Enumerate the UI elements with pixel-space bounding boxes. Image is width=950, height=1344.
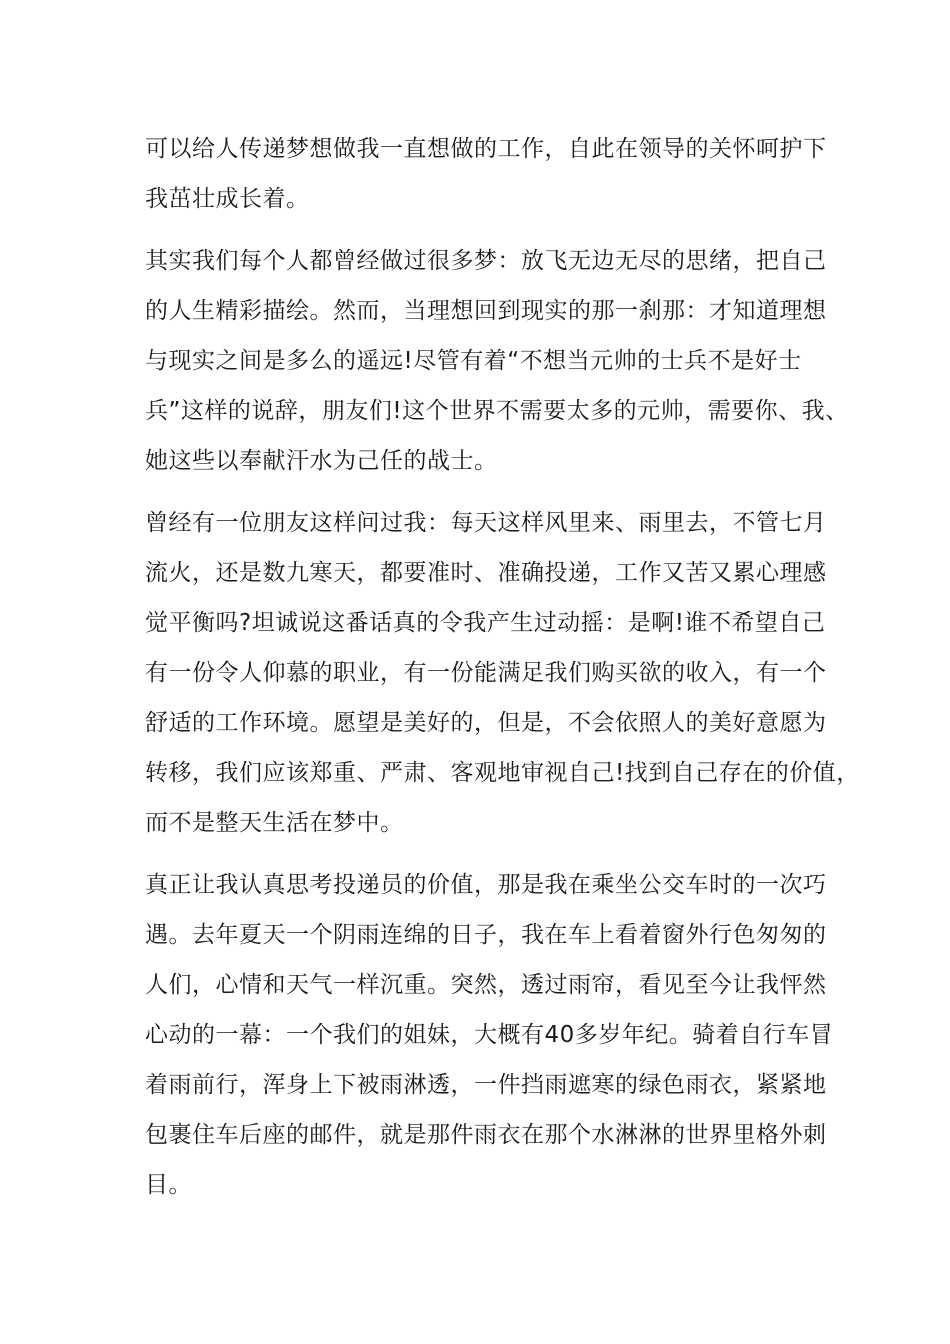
paragraph-2-line-4: 兵”这样的说辞，朋友们!这个世界不需要太多的元帅，需要你、我、	[145, 398, 849, 424]
paragraph-3-line-6: 转移，我们应该郑重、严肃、客观地审视自己!找到自己存在的价值，	[145, 760, 860, 786]
paragraph-3-line-2: 流火，还是数九寒天，都要准时、准确投递，工作又苦又累心理感	[145, 560, 827, 586]
paragraph-4-line-6: 包裹住车后座的邮件，就是那件雨衣在那个水淋淋的世界里格外刺	[145, 1122, 827, 1148]
paragraph-1-line-1: 可以给人传递梦想做我一直想做的工作，自此在领导的关怀呵护下	[145, 136, 827, 162]
paragraph-4-line-4: 心动的一幕：一个我们的姐妹，大概有40多岁年纪。骑着自行车冒	[145, 1022, 834, 1048]
paragraph-4-line-3: 人们，心情和天气一样沉重。突然，透过雨帘，看见至今让我怦然	[145, 972, 827, 998]
paragraph-4-line-2: 遇。去年夏天一个阴雨连绵的日子，我在车上看着窗外行色匆匆的	[145, 922, 827, 948]
paragraph-1-line-2: 我茁壮成长着。	[145, 186, 310, 212]
paragraph-2-line-1: 其实我们每个人都曾经做过很多梦：放飞无边无尽的思绪，把自己	[145, 248, 827, 274]
paragraph-2-line-3: 与现实之间是多么的遥远!尽管有着“不想当元帅的士兵不是好士	[145, 348, 802, 374]
paragraph-2-line-2: 的人生精彩描绘。然而，当理想回到现实的那一刹那：才知道理想	[145, 298, 827, 324]
paragraph-4-line-5: 着雨前行，浑身上下被雨淋透，一件挡雨遮寒的绿色雨衣，紧紧地	[145, 1072, 827, 1098]
paragraph-2-line-5: 她这些以奉献汗水为己任的战士。	[145, 448, 498, 474]
paragraph-4-line-1: 真正让我认真思考投递员的价值，那是我在乘坐公交车时的一次巧	[145, 872, 827, 898]
paragraph-4-line-7: 目。	[145, 1172, 192, 1198]
paragraph-3-line-3: 觉平衡吗?坦诚说这番话真的令我产生过动摇：是啊!谁不希望自己	[145, 610, 826, 636]
paragraph-3-line-1: 曾经有一位朋友这样问过我：每天这样风里来、雨里去，不管七月	[145, 510, 827, 536]
paragraph-3-line-7: 而不是整天生活在梦中。	[145, 810, 404, 836]
paragraph-3-line-4: 有一份令人仰慕的职业，有一份能满足我们购买欲的收入，有一个	[145, 660, 827, 686]
paragraph-3-line-5: 舒适的工作环境。愿望是美好的，但是，不会依照人的美好意愿为	[145, 710, 827, 736]
